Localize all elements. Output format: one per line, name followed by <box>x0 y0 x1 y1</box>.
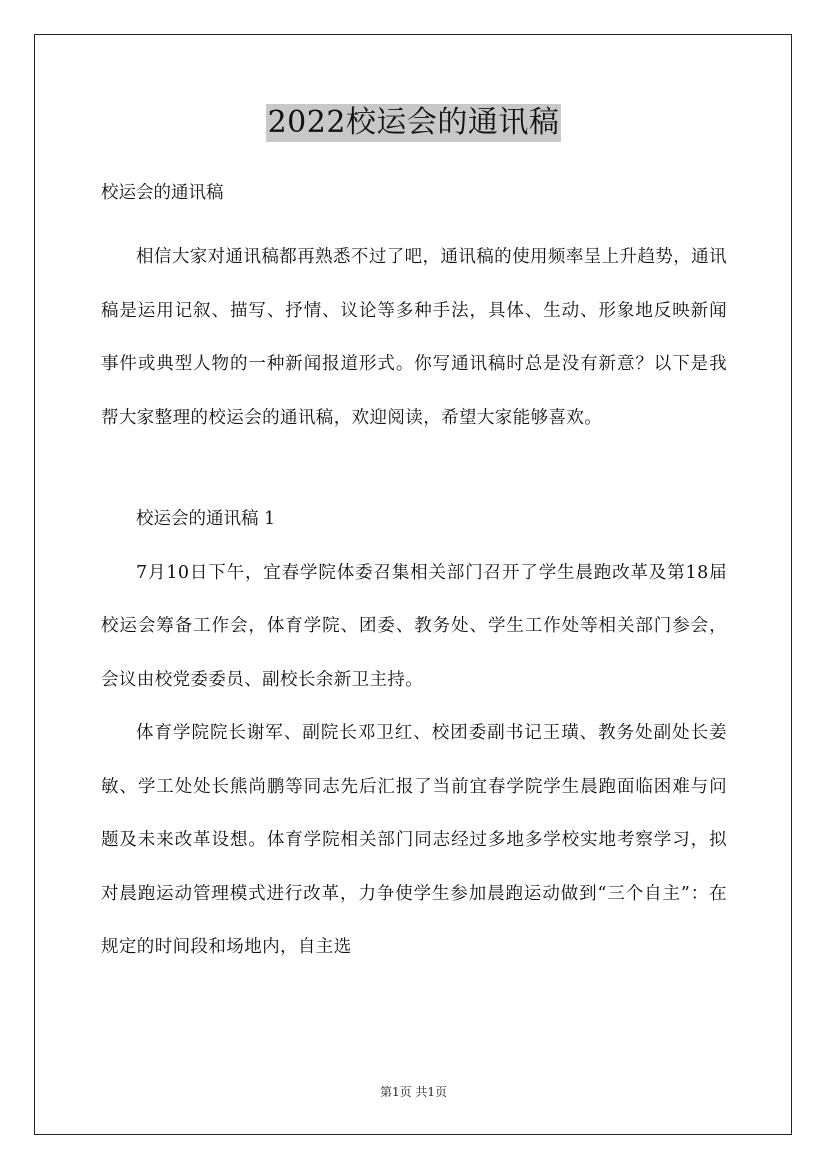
page-footer: 第1页 共1页 <box>379 1085 448 1099</box>
intro-paragraph: 相信大家对通讯稿都再熟悉不过了吧，通讯稿的使用频率呈上升趋势，通讯稿是运用记叙、描写、抒情、议论等多种手法，具体、生动、形象地反映新闻事件或典型人物的一种新闻报道形式。你写通讯稿时总是没有新意？以下是我帮大家整理的校运会的通讯稿，欢迎阅读，希望大家能够喜欢。 <box>101 247 727 428</box>
title-container <box>0 104 827 142</box>
document-body <box>101 176 727 975</box>
body-paragraph-2: 体育学院院长谢军、副院长邓卫红、校团委副书记王璜、教务处副处长姜敏、学工处处长熊尚鹏等同志先后汇报了当前宜春学院学生晨跑面临困难与问题及未来改革设想。体育学院相关部门同志经过多地多学校实地考察学习，拟对晨跑运动管理模式进行改革，力争使学生参加晨跑运动做到“三个自主”：在规定的时间段和场地内，自主选 <box>101 723 727 957</box>
body-paragraph-1: 7月10日下午，宜春学院体委召集相关部门召开了学生晨跑改革及第18届校运会筹备工作会，体育学院、团委、教务处、学生工作处等相关部门参会，会议由校党委委员、副校长余新卫主持。 <box>101 562 727 690</box>
section-title: 校运会的通讯稿 1 <box>136 509 276 529</box>
document-title: 2022校运会的通讯稿 <box>267 105 560 140</box>
document-heading: 校运会的通讯稿 <box>101 183 224 203</box>
